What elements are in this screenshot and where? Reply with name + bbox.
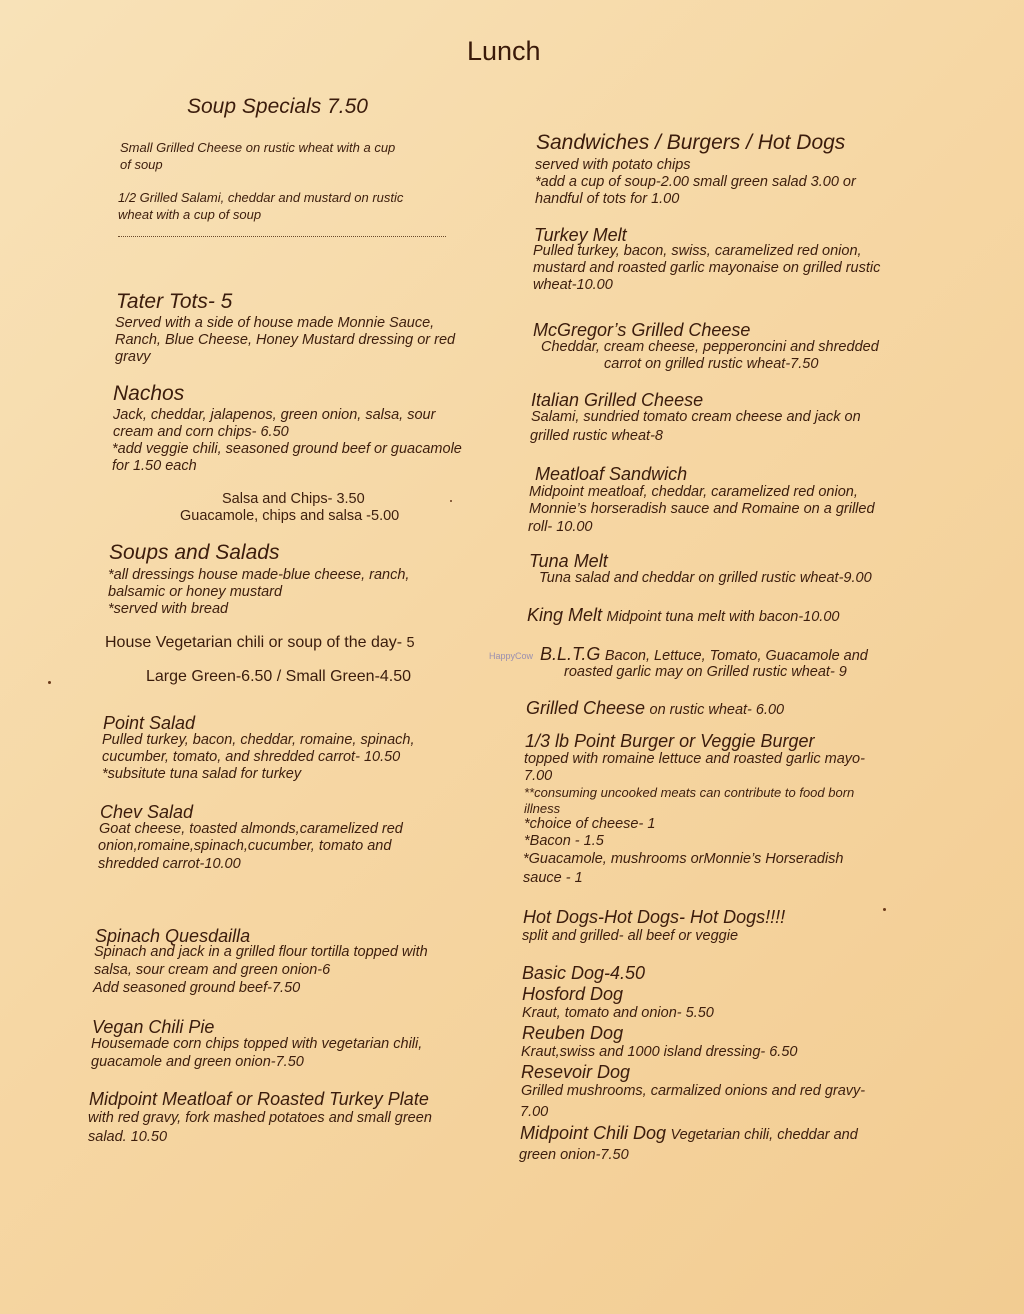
menu-item-desc: Pulled turkey, bacon, cheddar, romaine, spinach,	[102, 732, 415, 748]
menu-item-desc: Salami, sundried tomato cream cheese and jack on	[531, 409, 861, 425]
menu-item-desc: guacamole and green onion-7.50	[91, 1054, 304, 1070]
chev-salad-heading: Chev Salad	[100, 802, 194, 822]
vegan-chili-pie-heading: Vegan Chili Pie	[92, 1017, 215, 1037]
sandwiches-heading: Sandwiches / Burgers / Hot Dogs	[536, 131, 846, 154]
menu-item-desc: *Bacon - 1.5	[524, 833, 604, 849]
soup-special-line: of soup	[120, 157, 163, 172]
soup-special-line: 1/2 Grilled Salami, cheddar and mustard on rustic	[118, 190, 404, 205]
bltg-line	[540, 644, 868, 665]
menu-item-desc: Cheddar, cream cheese, pepperoncini and shredded	[541, 339, 879, 355]
nachos-heading: Nachos	[113, 382, 185, 405]
grilled-cheese-line	[526, 698, 784, 719]
dotted-divider	[118, 236, 446, 237]
chili-dog-line	[520, 1123, 858, 1144]
meatloaf-plate-heading: Midpoint Meatloaf or Roasted Turkey Plate	[89, 1089, 429, 1109]
menu-item-desc: on rustic wheat- 6.00	[649, 702, 785, 718]
menu-item-desc: salad. 10.50	[88, 1129, 168, 1145]
menu-item-desc: *add veggie chili, seasoned ground beef or guacamole	[112, 441, 462, 457]
menu-item-desc: 7.00	[524, 768, 553, 784]
menu-item-desc: *add a cup of soup-2.00 small green salad 3.00 or	[535, 174, 856, 190]
menu-item-desc: Housemade corn chips topped with vegetarian chili,	[91, 1036, 423, 1052]
king-melt-line	[527, 605, 839, 626]
menu-item-desc: roll- 10.00	[528, 519, 593, 535]
menu-item-desc: balsamic or honey mustard	[108, 584, 283, 600]
menu-item-desc: Pulled turkey, bacon, swiss, caramelized red onion,	[533, 243, 862, 259]
menu-item-desc: served with potato chips	[535, 157, 691, 173]
soups-salads-heading: Soups and Salads	[109, 541, 280, 564]
menu-item-desc: Spinach and jack in a grilled flour tortilla topped with	[94, 944, 428, 960]
menu-item-desc: topped with romaine lettuce and roasted garlic mayo-	[524, 751, 865, 767]
italian-grilled-cheese-heading: Italian Grilled Cheese	[531, 390, 704, 410]
menu-item-desc: gravy	[115, 349, 151, 365]
menu-title: Lunch	[467, 36, 541, 66]
menu-item-desc: handful of tots for 1.00	[535, 191, 680, 207]
point-salad-heading: Point Salad	[103, 713, 196, 733]
turkey-melt-heading: Turkey Melt	[534, 225, 627, 245]
menu-item-desc: Monnie’s horseradish sauce and Romaine on a grilled	[529, 501, 875, 517]
paper-speck	[450, 500, 452, 502]
paper-speck	[883, 908, 886, 911]
happycow-watermark: HappyCow	[489, 651, 534, 661]
king-melt-heading: King Melt	[527, 605, 603, 625]
menu-item-extra: Salsa and Chips- 3.50	[222, 491, 365, 507]
menu-item-desc: Ranch, Blue Cheese, Honey Mustard dressing or red	[115, 332, 456, 348]
menu-item-desc: grilled rustic wheat-8	[530, 428, 663, 444]
menu-item-desc: wheat-10.00	[533, 277, 613, 293]
reuben-dog-heading: Reuben Dog	[522, 1023, 624, 1043]
menu-item-desc: Midpoint meatloaf, cheddar, caramelized red onion,	[529, 484, 858, 500]
green-salad-line: Large Green-6.50 / Small Green-4.50	[146, 668, 412, 685]
menu-item-desc: with red gravy, fork mashed potatoes and small green	[88, 1110, 432, 1126]
bltg-heading: B.L.T.G	[540, 644, 601, 664]
chili-soup-price: 5	[406, 635, 415, 651]
menu-item-desc: Grilled mushrooms, carmalized onions and red gravy-	[521, 1083, 866, 1099]
menu-item-desc: split and grilled- all beef or veggie	[522, 928, 739, 944]
menu-item-desc: salsa, sour cream and green onion-6	[94, 962, 331, 978]
menu-item-desc: sauce - 1	[523, 870, 583, 886]
menu-item-desc: Bacon, Lettuce, Tomato, Guacamole and	[604, 648, 868, 664]
menu-item-desc: Vegetarian chili, cheddar and	[670, 1127, 858, 1143]
tater-tots-heading: Tater Tots- 5	[116, 290, 233, 313]
meatloaf-sandwich-heading: Meatloaf Sandwich	[535, 464, 688, 484]
menu-item-desc: Jack, cheddar, jalapenos, green onion, salsa, sour	[113, 407, 436, 423]
chili-soup-label: House Vegetarian chili or soup of the day-	[105, 634, 403, 651]
hosford-dog-heading: Hosford Dog	[522, 984, 624, 1004]
menu-item-desc: onion,romaine,spinach,cucumber, tomato and	[98, 838, 392, 854]
menu-item-desc: Add seasoned ground beef-7.50	[93, 980, 301, 996]
quesadilla-heading: Spinach Quesdailla	[95, 926, 251, 946]
menu-item-desc: illness	[524, 801, 561, 816]
menu-item-desc: cream and corn chips- 6.50	[113, 424, 289, 440]
menu-item-desc: shredded carrot-10.00	[98, 856, 241, 872]
resevoir-dog-heading: Resevoir Dog	[521, 1062, 631, 1082]
menu-item-desc: Kraut,swiss and 1000 island dressing- 6.50	[521, 1044, 798, 1060]
menu-item-extra: Guacamole, chips and salsa -5.00	[180, 508, 400, 524]
menu-item-desc: carrot on grilled rustic wheat-7.50	[604, 356, 819, 372]
grilled-cheese-heading: Grilled Cheese	[526, 698, 646, 718]
menu-item-desc: Kraut, tomato and onion- 5.50	[522, 1005, 714, 1021]
menu-item-desc: *choice of cheese- 1	[524, 816, 656, 832]
chili-soup-line	[105, 634, 415, 652]
menu-item-desc: Midpoint tuna melt with bacon-10.00	[606, 609, 840, 625]
menu-item-desc: Goat cheese, toasted almonds,caramelized red	[99, 821, 403, 837]
menu-item-desc: for 1.50 each	[112, 458, 197, 474]
menu-item-desc: cucumber, tomato, and shredded carrot- 10.50	[102, 749, 401, 765]
chili-dog-heading: Midpoint Chili Dog	[520, 1123, 667, 1143]
menu-item-desc: *subsitute tuna salad for turkey	[102, 766, 302, 782]
menu-item-desc: green onion-7.50	[519, 1147, 629, 1163]
menu-item-desc: *Guacamole, mushrooms orMonnie’s Horseradish	[523, 851, 844, 867]
tuna-melt-heading: Tuna Melt	[529, 551, 608, 571]
soup-special-line: wheat with a cup of soup	[118, 207, 262, 222]
soup-special-line: Small Grilled Cheese on rustic wheat with a cup	[120, 140, 396, 155]
burger-heading: 1/3 lb Point Burger or Veggie Burger	[525, 731, 815, 751]
menu-item-desc: Tuna salad and cheddar on grilled rustic wheat-9.00	[539, 570, 872, 586]
paper-speck	[48, 681, 51, 684]
basic-dog-heading: Basic Dog-4.50	[522, 963, 646, 983]
mcgregor-heading: McGregor’s Grilled Cheese	[533, 320, 751, 340]
menu-item-desc: 7.00	[520, 1104, 549, 1120]
menu-item-desc: mustard and roasted garlic mayonaise on grilled rustic	[533, 260, 881, 276]
hot-dogs-heading: Hot Dogs-Hot Dogs- Hot Dogs!!!!	[523, 907, 786, 927]
menu-item-desc: *served with bread	[108, 601, 229, 617]
soup-specials-heading: Soup Specials 7.50	[187, 95, 368, 118]
menu-item-desc: Served with a side of house made Monnie Sauce,	[115, 315, 435, 331]
menu-item-desc: **consuming uncooked meats can contribute to food born	[524, 785, 855, 800]
menu-item-desc: *all dressings house made-blue cheese, ranch,	[108, 567, 410, 583]
menu-item-desc: roasted garlic may on Grilled rustic wheat- 9	[564, 664, 847, 680]
